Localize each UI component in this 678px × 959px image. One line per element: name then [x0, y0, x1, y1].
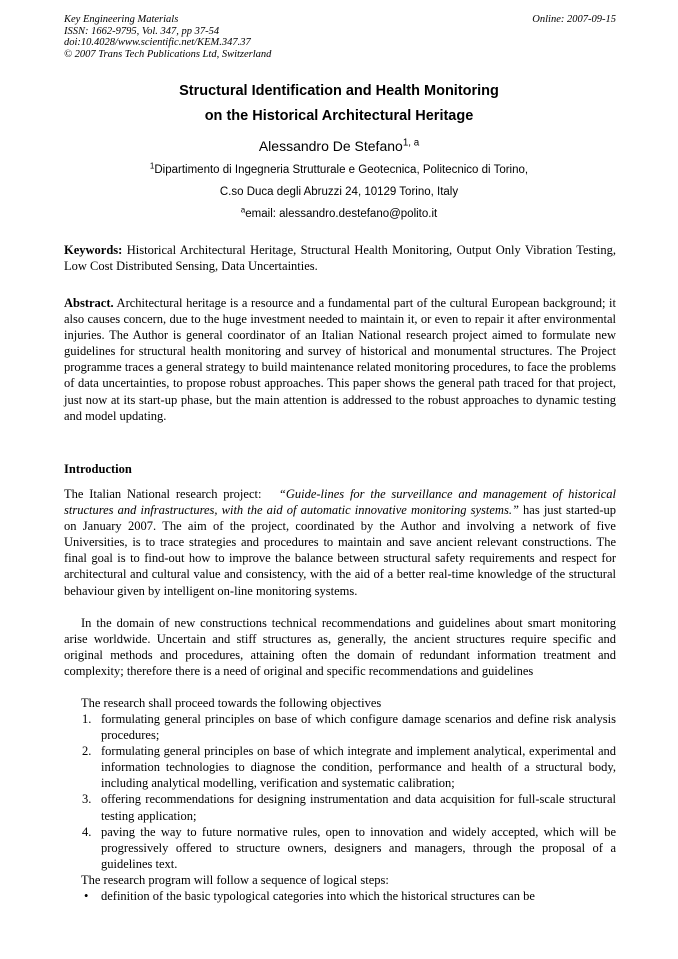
intro-paragraph-1: The Italian National research project: “Guide-lines for the surveillance and management of historical structures and infrastructures, with the aid of automatic innovative monitoring systems.” has just started-up on January 2007. The aim of the project, coordinated by the Author and involving a network of five Universities, is to trace strategies and procedures to maintain and save ancient relevant constructions. The final goal is to find-out how to improve the balance between structural safety requirements and respect for architectural and cultural value and consistency, with the aid of a better real-time knowledge of the structural behaviour given by intelligent on-line monitoring systems. — [64, 487, 617, 598]
list-item: 4. paving the way to future normative rules, open to innovation and widely accepted, which will be progressively offered to structure owners, designers and managers, through the proposal of a guidelines text. — [82, 824, 616, 871]
affiliation-line-1: $^1$Dipartimento di Ingegneria Strutturale e Geotecnica, Politecnico di Torino, — [149, 161, 529, 176]
author-affiliation-mark: 1, a — [402, 137, 420, 149]
affiliation-line-2: C.so Duca degli Abruzzi 24, 10129 Torino, Italy — [219, 186, 459, 198]
project-title-quote: “Guide-lines for the surveillance and management of historical structures and infrastructures, with the aid of automatic innovative monitoring systems.” — [64, 487, 617, 518]
author-email: $^a$email: alessandro.destefano@polito.it — [240, 205, 438, 220]
doi-line: doi:10.4028/www.scientific.net/KEM.347.37 — [64, 37, 251, 48]
list-item: • definition of the basic typological categories into which the historical structures can be — [84, 889, 535, 903]
bullet-icon: • — [84, 889, 89, 903]
objectives-intro: The research shall proceed towards the following objectives — [81, 696, 382, 710]
steps-list — [64, 888, 616, 904]
issn-line: ISSN: 1662-9795, Vol. 347, pp 37-54 — [64, 25, 220, 37]
abstract — [64, 295, 616, 424]
keywords-label: Keywords: — [64, 243, 123, 257]
keywords-text: Historical Architectural Heritage, Structural Health Monitoring, Output Only Vibration Testing, Low Cost Distributed Sensing, Data Uncertainties. — [64, 243, 616, 274]
section-heading-introduction: Introduction — [64, 462, 132, 476]
online-date: Online: 2007-09-15 — [532, 14, 616, 25]
abstract-label: Abstract. — [64, 296, 114, 310]
paper-title-line-2: on the Historical Architectural Heritage — [204, 108, 474, 124]
list-item: 2. formulating general principles on base of which integrate and implement analytical, experimental and information technologies to diagnose the condition, performance and health of a structural body, including analytical modelling, verification and systematic calibration; — [82, 744, 616, 791]
abstract-text: Architectural heritage is a resource and a fundamental part of the cultural European background; it also causes concern, due to the huge investment needed to maintain it, or even to repair it after environmental injuries. The Author is general coordinator of an Italian National research project aimed to formulate new guidelines for structural health monitoring and survey of historical and monumental structures. The Project programme traces a general strategy to build maintenance related monitoring procedures, to face the problems of data uncertainties, to propose robust approaches. This paper shows the general path traced for that project, just now at its start-up phase, but the main attention is addressed to the robust approaches to dynamic testing and model updating. — [64, 296, 616, 423]
author — [0, 137, 678, 155]
copyright-line: © 2007 Trans Tech Publications Ltd, Switzerland — [64, 48, 272, 60]
list-item: 1. formulating general principles on base of which configure damage scenarios and define risk analysis procedures; — [82, 712, 616, 743]
steps-intro: The research program will follow a sequence of logical steps: — [81, 873, 389, 887]
email-mark: a — [240, 205, 246, 215]
intro-paragraph-2: In the domain of new constructions technical recommendations and guidelines about smart monitoring arise worldwide. Uncertain and stiff structures as, generally, the ancient structures require specific and original methods and procedures, attaining often the domain of redundant information treatment and complexity; therefore there is a need of original and specific recommendations and guidelines — [64, 616, 616, 679]
affiliation-mark: 1 — [149, 161, 155, 171]
objectives-list — [64, 711, 616, 872]
author-name: Alessandro De Stefano — [258, 138, 403, 154]
paper-title-line-1: Structural Identification and Health Monitoring — [179, 83, 499, 99]
journal-header — [64, 14, 616, 60]
keywords — [64, 242, 616, 274]
list-item: 3. offering recommendations for designing instrumentation and data acquisition for full-scale structural testing application; — [82, 792, 616, 823]
journal-name: Key Engineering Materials — [64, 14, 179, 25]
